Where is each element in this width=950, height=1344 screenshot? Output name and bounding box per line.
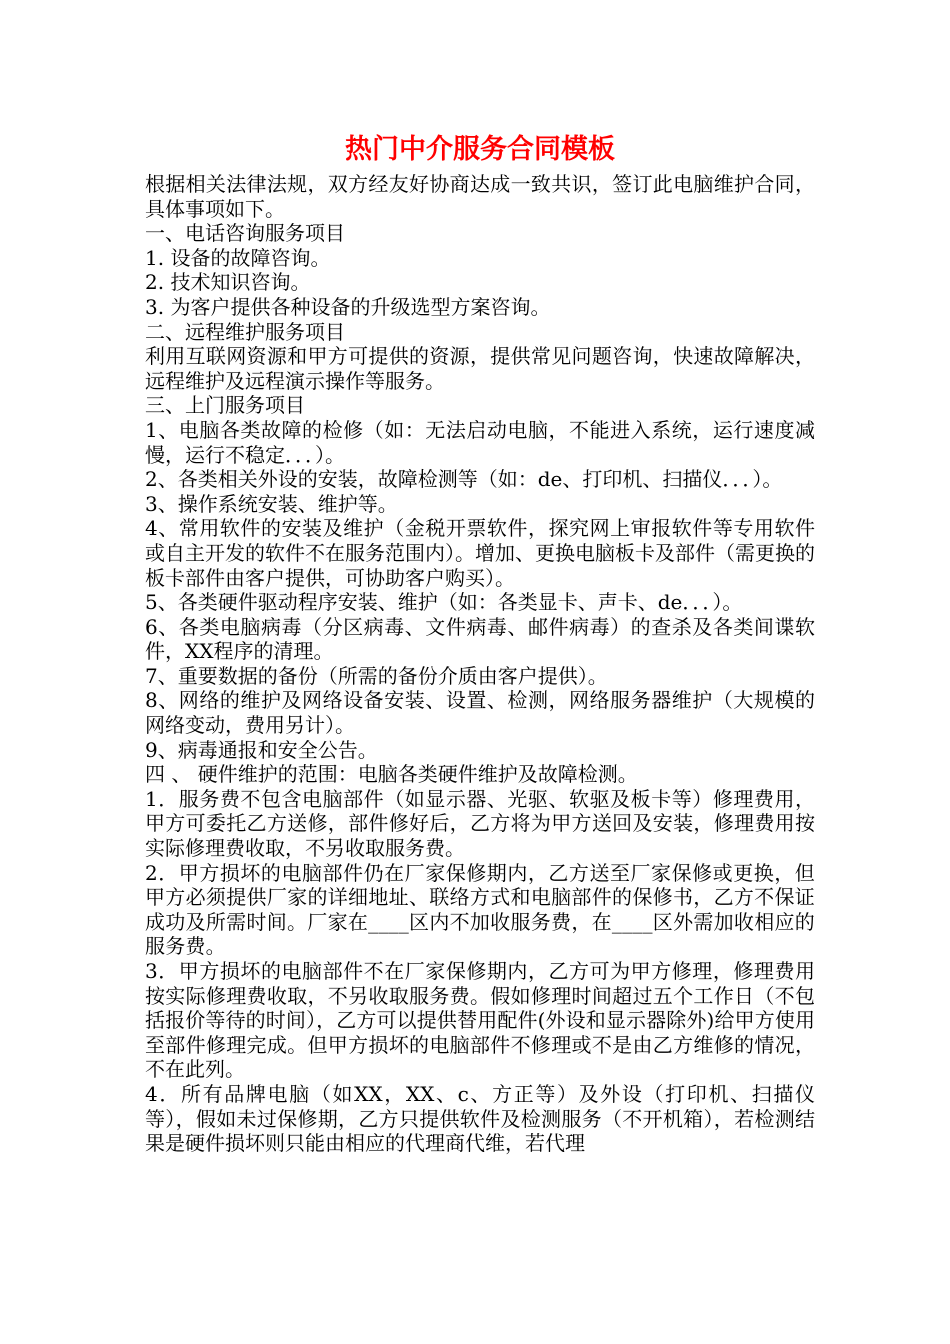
list-item: 1．服务费不包含电脑部件（如显示器、光驱、软驱及板卡等）修理费用，甲方可委托乙方送修，部件修好后，乙方将为甲方送回及安装，修理费用按实际修理费收取，不另收取服务费。 [145, 786, 815, 861]
list-item: 1. 设备的故障咨询。 [145, 245, 331, 270]
list-item: 2．甲方损坏的电脑部件仍在厂家保修期内，乙方送至厂家保修或更换，但甲方必须提供厂家的详细地址、联络方式和电脑部件的保修书，乙方不保证成功及所需时间。厂家在____区内不加收服务费，在____区外需加收相应的服务费。 [145, 860, 815, 959]
list-item: 4、常用软件的安装及维护（金税开票软件，探究网上审报软件等专用软件或自主开发的软件不在服务范围内）。增加、更换电脑板卡及部件（需更换的板卡部件由客户提供，可协助客户购买）。 [145, 516, 815, 590]
section-heading-phone: 一、电话咨询服务项目 [145, 221, 345, 246]
paragraph-remote: 利用互联网资源和甲方可提供的资源，提供常见问题咨询，快速故障解决，远程维护及远程演示操作等服务。 [145, 344, 815, 393]
list-item: 2、各类相关外设的安装，故障检测等（如：de、打印机、扫描仪．．．）。 [145, 467, 783, 492]
list-item: 3. 为客户提供各种设备的升级选型方案咨询。 [145, 294, 551, 319]
list-item: 9、病毒通报和安全公告。 [145, 737, 378, 762]
paragraph-intro: 根据相关法律法规，双方经友好协商达成一致共识，签订此电脑维护合同，具体事项如下。 [145, 172, 815, 221]
list-item: 4．所有品牌电脑（如XX，XX、c、方正等）及外设（打印机、扫描仪等），假如未过保修期，乙方只提供软件及检测服务（不开机箱），若检测结果是硬件损坏则只能由相应的代理商代维，若代理 [145, 1081, 815, 1156]
document-page [145, 128, 815, 1156]
list-item: 7、重要数据的备份（所需的备份介质由客户提供）。 [145, 663, 608, 688]
document-title: 热门中介服务合同模板 [345, 134, 615, 165]
section-heading-onsite: 三、上门服务项目 [145, 393, 305, 418]
list-item: 5、各类硬件驱动程序安装、维护（如：各类显卡、声卡、de．．．）。 [145, 590, 743, 615]
list-item: 6、各类电脑病毒（分区病毒、文件病毒、邮件病毒）的查杀及各类间谍软件，XX程序的清理。 [145, 614, 815, 664]
list-item: 3．甲方损坏的电脑部件不在厂家保修期内，乙方可为甲方修理，修理费用按实际修理费收取，不另收取服务费。假如修理时间超过五个工作日（不包括报价等待的时间），乙方可以提供替用配件(外设和显示器除外)给甲方使用至部件修理完成。但甲方损坏的电脑部件不修理或不是由乙方维修的情况，不在此列。 [145, 959, 815, 1082]
section-heading-hardware: 四 、 硬件维护的范围：电脑各类硬件维护及故障检测。 [145, 762, 638, 787]
section-heading-remote: 二、远程维护服务项目 [145, 319, 345, 344]
list-item: 2. 技术知识咨询。 [145, 270, 311, 295]
list-item: 1、电脑各类故障的检修（如：无法启动电脑，不能进入系统，运行速度减慢，运行不稳定．．．）。 [145, 417, 815, 467]
document-body [145, 172, 815, 1156]
list-item: 8、网络的维护及网络设备安装、设置、检测，网络服务器维护（大规模的网络变动，费用另计）。 [145, 688, 815, 738]
list-item: 3、操作系统安装、维护等。 [145, 491, 398, 516]
